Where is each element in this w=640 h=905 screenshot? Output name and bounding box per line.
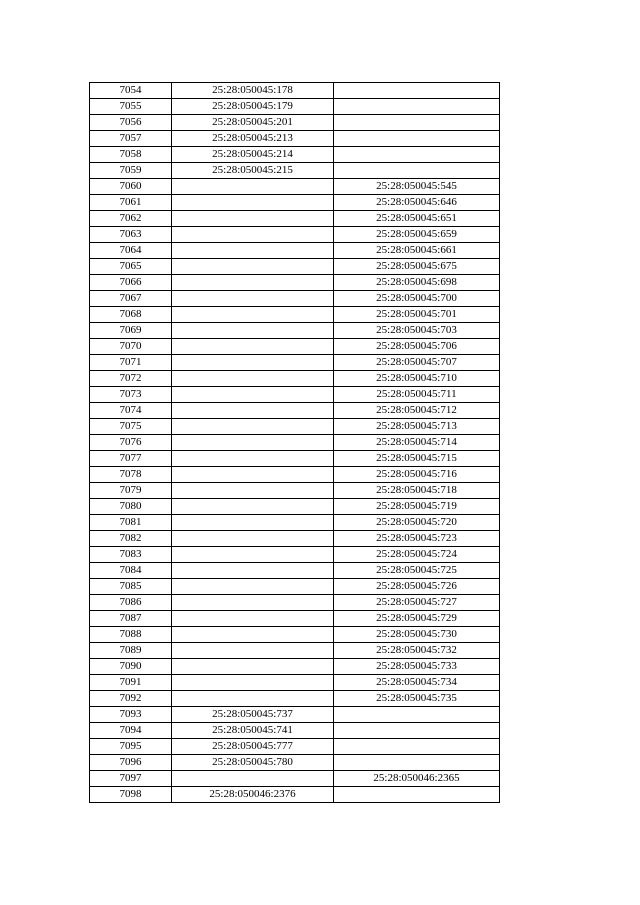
cadastral-number-cell-a [172,339,334,355]
table-row [90,243,500,259]
cadastral-number-cell-a [172,515,334,531]
cadastral-number-cell-b: 25:28:050045:730 [334,627,500,643]
table-row [90,419,500,435]
cadastral-number-cell-b: 25:28:050045:720 [334,515,500,531]
cadastral-number-cell-b: 25:28:050045:714 [334,435,500,451]
table-row [90,275,500,291]
table-row [90,579,500,595]
row-number-cell: 7076 [90,435,172,451]
cadastral-number-cell-a [172,355,334,371]
table-row [90,755,500,771]
cadastral-number-cell-b: 25:28:050045:718 [334,483,500,499]
cadastral-number-cell-a [172,659,334,675]
cadastral-number-cell-b: 25:28:050045:716 [334,467,500,483]
row-number-cell: 7084 [90,563,172,579]
table-row [90,467,500,483]
cadastral-number-cell-a [172,691,334,707]
table-row [90,323,500,339]
cadastral-number-cell-a [172,499,334,515]
cadastral-number-cell-a: 25:28:050045:213 [172,131,334,147]
cadastral-number-cell-b: 25:28:050045:698 [334,275,500,291]
table-row [90,83,500,99]
cadastral-number-cell-a [172,643,334,659]
cadastral-number-cell-a [172,547,334,563]
row-number-cell: 7064 [90,243,172,259]
cadastral-number-cell-a: 25:28:050045:780 [172,755,334,771]
table-row [90,291,500,307]
cadastral-number-cell-b: 25:28:050045:715 [334,451,500,467]
cadastral-number-cell-b: 25:28:050045:713 [334,419,500,435]
row-number-cell: 7087 [90,611,172,627]
cadastral-number-cell-b: 25:28:050045:725 [334,563,500,579]
row-number-cell: 7097 [90,771,172,787]
cadastral-number-cell-a [172,467,334,483]
table-row [90,259,500,275]
row-number-cell: 7072 [90,371,172,387]
cadastral-number-cell-b: 25:28:050046:2365 [334,771,500,787]
cadastral-number-cell-a [172,771,334,787]
table-row [90,355,500,371]
cadastral-number-cell-a [172,435,334,451]
table-row [90,435,500,451]
cadastral-number-cell-a [172,675,334,691]
table-row [90,627,500,643]
row-number-cell: 7059 [90,163,172,179]
cadastral-number-cell-b: 25:28:050045:723 [334,531,500,547]
cadastral-number-cell-b: 25:28:050045:659 [334,227,500,243]
cadastral-number-cell-a: 25:28:050045:178 [172,83,334,99]
row-number-cell: 7073 [90,387,172,403]
table-row [90,515,500,531]
table-row [90,339,500,355]
cadastral-number-cell-a [172,243,334,259]
cadastral-number-cell-a [172,227,334,243]
cadastral-number-cell-a: 25:28:050046:2376 [172,787,334,803]
cadastral-number-cell-a: 25:28:050045:179 [172,99,334,115]
row-number-cell: 7074 [90,403,172,419]
table-row [90,739,500,755]
table-row [90,595,500,611]
table-row [90,195,500,211]
cadastral-number-cell-a: 25:28:050045:741 [172,723,334,739]
cadastral-number-cell-b [334,739,500,755]
table-row [90,643,500,659]
cadastral-number-table [89,82,500,803]
table-row [90,675,500,691]
cadastral-number-cell-b: 25:28:050045:545 [334,179,500,195]
cadastral-number-cell-a [172,275,334,291]
row-number-cell: 7070 [90,339,172,355]
cadastral-number-cell-b: 25:28:050045:706 [334,339,500,355]
row-number-cell: 7056 [90,115,172,131]
cadastral-number-cell-b: 25:28:050045:726 [334,579,500,595]
table-row [90,659,500,675]
row-number-cell: 7098 [90,787,172,803]
row-number-cell: 7063 [90,227,172,243]
cadastral-number-cell-a: 25:28:050045:215 [172,163,334,179]
row-number-cell: 7079 [90,483,172,499]
table-row [90,691,500,707]
cadastral-number-cell-b: 25:28:050045:734 [334,675,500,691]
cadastral-number-cell-b: 25:28:050045:710 [334,371,500,387]
cadastral-number-cell-a [172,627,334,643]
cadastral-number-cell-b: 25:28:050045:675 [334,259,500,275]
table-row [90,131,500,147]
table-body [90,83,500,803]
row-number-cell: 7055 [90,99,172,115]
cadastral-number-cell-b: 25:28:050045:732 [334,643,500,659]
table-row [90,499,500,515]
row-number-cell: 7067 [90,291,172,307]
cadastral-number-cell-b [334,131,500,147]
row-number-cell: 7078 [90,467,172,483]
cadastral-number-cell-a: 25:28:050045:737 [172,707,334,723]
row-number-cell: 7062 [90,211,172,227]
table-row [90,707,500,723]
row-number-cell: 7094 [90,723,172,739]
table-row [90,771,500,787]
row-number-cell: 7096 [90,755,172,771]
row-number-cell: 7083 [90,547,172,563]
table-row [90,611,500,627]
cadastral-number-cell-a: 25:28:050045:214 [172,147,334,163]
table-row [90,531,500,547]
row-number-cell: 7086 [90,595,172,611]
cadastral-number-cell-a [172,179,334,195]
table-row [90,451,500,467]
cadastral-number-cell-a: 25:28:050045:777 [172,739,334,755]
cadastral-number-cell-b: 25:28:050045:712 [334,403,500,419]
cadastral-number-cell-b [334,707,500,723]
cadastral-number-cell-a [172,195,334,211]
row-number-cell: 7090 [90,659,172,675]
cadastral-number-cell-b: 25:28:050045:727 [334,595,500,611]
cadastral-number-cell-b: 25:28:050045:701 [334,307,500,323]
cadastral-number-cell-a [172,307,334,323]
cadastral-number-cell-a [172,419,334,435]
cadastral-number-cell-a [172,483,334,499]
cadastral-number-cell-b: 25:28:050045:703 [334,323,500,339]
cadastral-number-cell-a [172,563,334,579]
row-number-cell: 7077 [90,451,172,467]
cadastral-number-cell-b [334,99,500,115]
row-number-cell: 7088 [90,627,172,643]
row-number-cell: 7058 [90,147,172,163]
cadastral-number-cell-a [172,579,334,595]
cadastral-number-cell-a [172,611,334,627]
row-number-cell: 7068 [90,307,172,323]
cadastral-number-cell-a [172,403,334,419]
row-number-cell: 7080 [90,499,172,515]
cadastral-number-cell-a [172,371,334,387]
table-row [90,563,500,579]
row-number-cell: 7065 [90,259,172,275]
cadastral-number-cell-b: 25:28:050045:719 [334,499,500,515]
cadastral-number-cell-a [172,451,334,467]
row-number-cell: 7092 [90,691,172,707]
row-number-cell: 7066 [90,275,172,291]
cadastral-number-cell-b: 25:28:050045:646 [334,195,500,211]
row-number-cell: 7081 [90,515,172,531]
table-row [90,227,500,243]
table-row [90,371,500,387]
cadastral-number-cell-a: 25:28:050045:201 [172,115,334,131]
row-number-cell: 7054 [90,83,172,99]
cadastral-number-cell-a [172,259,334,275]
table-row [90,115,500,131]
row-number-cell: 7075 [90,419,172,435]
cadastral-number-cell-b: 25:28:050045:711 [334,387,500,403]
cadastral-number-cell-b [334,787,500,803]
cadastral-number-cell-b: 25:28:050045:700 [334,291,500,307]
table-row [90,99,500,115]
table-row [90,723,500,739]
cadastral-number-cell-a [172,387,334,403]
table-row [90,163,500,179]
cadastral-number-cell-b: 25:28:050045:651 [334,211,500,227]
table-row [90,387,500,403]
cadastral-number-cell-a [172,531,334,547]
row-number-cell: 7093 [90,707,172,723]
cadastral-number-cell-a [172,291,334,307]
cadastral-number-cell-b [334,163,500,179]
cadastral-number-cell-b [334,723,500,739]
cadastral-number-cell-b: 25:28:050045:733 [334,659,500,675]
row-number-cell: 7085 [90,579,172,595]
row-number-cell: 7061 [90,195,172,211]
row-number-cell: 7089 [90,643,172,659]
cadastral-number-cell-b: 25:28:050045:707 [334,355,500,371]
cadastral-number-cell-a [172,323,334,339]
table-row [90,787,500,803]
cadastral-number-cell-b: 25:28:050045:729 [334,611,500,627]
table-row [90,547,500,563]
table-row [90,211,500,227]
cadastral-number-cell-b: 25:28:050045:735 [334,691,500,707]
row-number-cell: 7082 [90,531,172,547]
cadastral-number-cell-b [334,83,500,99]
cadastral-number-cell-b: 25:28:050045:661 [334,243,500,259]
table-row [90,403,500,419]
cadastral-number-cell-a [172,595,334,611]
table-row [90,483,500,499]
row-number-cell: 7057 [90,131,172,147]
cadastral-number-cell-b [334,147,500,163]
row-number-cell: 7095 [90,739,172,755]
table-row [90,307,500,323]
table-row [90,147,500,163]
row-number-cell: 7071 [90,355,172,371]
row-number-cell: 7091 [90,675,172,691]
cadastral-number-cell-b [334,755,500,771]
table-row [90,179,500,195]
row-number-cell: 7069 [90,323,172,339]
cadastral-number-cell-b [334,115,500,131]
cadastral-number-cell-b: 25:28:050045:724 [334,547,500,563]
row-number-cell: 7060 [90,179,172,195]
cadastral-number-cell-a [172,211,334,227]
